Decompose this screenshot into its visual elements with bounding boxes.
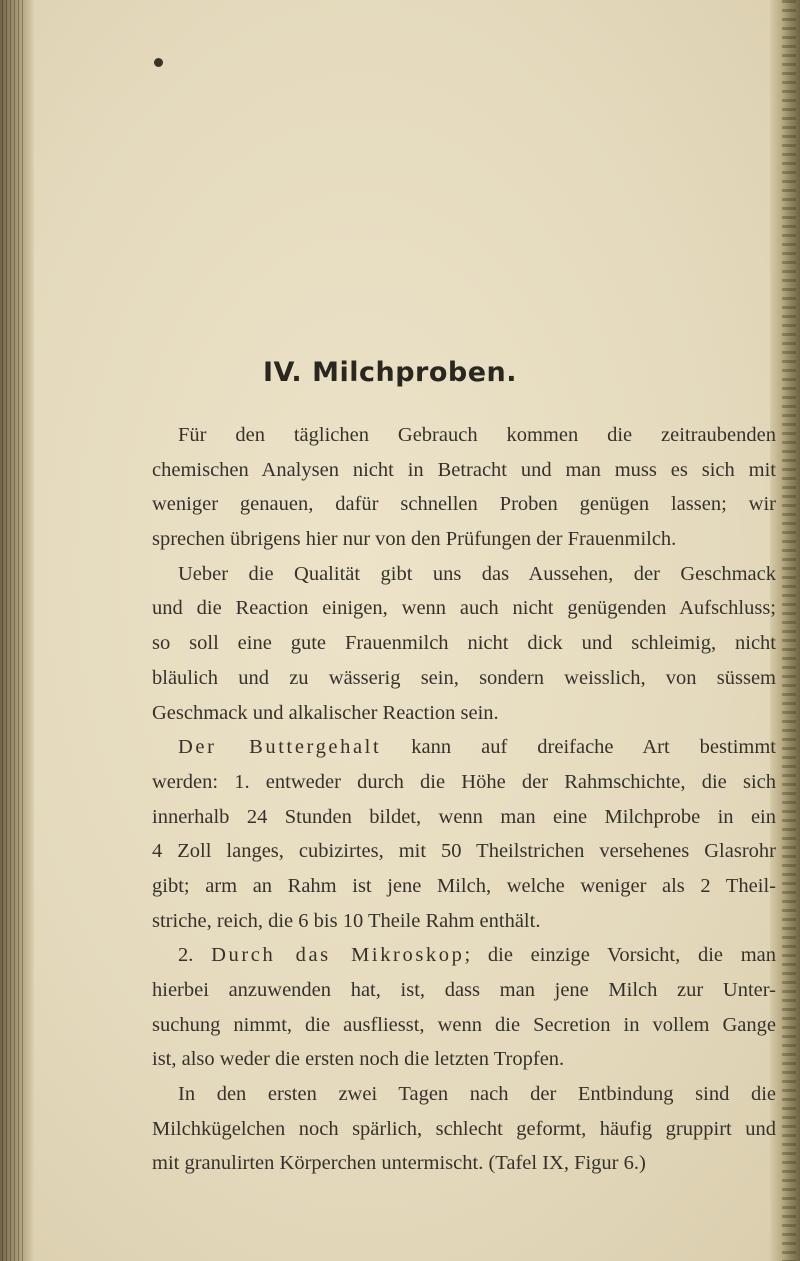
page-edge-texture xyxy=(782,0,796,1261)
text-line: 4 Zoll langes, cubizirtes, mit 50 Theilstrichen versehenes Glasrohr xyxy=(152,840,776,863)
text-line xyxy=(152,730,776,765)
text-line: Geschmack und alkalischer Reaction sein. xyxy=(152,701,499,724)
text-line: hierbei anzuwenden hat, ist, dass man jene Milch zur Unter- xyxy=(152,979,776,1001)
text-line: Für den täglichen Gebrauch kommen die zeitraubenden xyxy=(178,424,776,446)
text-line: Ueber die Qualität gibt uns das Aussehen, der Geschmack xyxy=(178,562,776,585)
text-line: weniger genauen, dafür schnellen Proben genügen lassen; wir xyxy=(152,493,776,516)
spine-texture xyxy=(2,0,24,1261)
text-line: innerhalb 24 Stunden bildet, wenn man eine Milchprobe in ein xyxy=(152,805,776,828)
text-line: bläulich und zu wässerig sein, sondern weisslich, von süssem xyxy=(152,666,776,689)
ink-spot xyxy=(154,58,163,67)
text-run: kann auf dreifache Art bestimmt xyxy=(381,736,776,759)
section-heading: IV. Milchproben. xyxy=(262,357,518,388)
book-spine-shadow xyxy=(0,0,34,1261)
text-line: chemischen Analysen nicht in Betracht und man muss es sich mit xyxy=(152,458,776,481)
text-line: In den ersten zwei Tagen nach der Entbindung sind die xyxy=(178,1083,776,1106)
body-text xyxy=(152,418,776,1181)
text-line: ist, also weder die ersten noch die letzten Tropfen. xyxy=(152,1048,565,1071)
text-line: werden: 1. entweder durch die Höhe der Rahmschichte, die sich xyxy=(152,770,776,793)
text-line: mit granulirten Körperchen untermischt. (Tafel IX, Figur 6.) xyxy=(152,1152,646,1175)
text-line: suchung nimmt, die ausfliesst, wenn die Secretion in vollem Gange xyxy=(152,1013,776,1036)
text-line xyxy=(152,938,776,973)
spaced-term: Der Buttergehalt xyxy=(178,736,382,759)
text-line: Milchkügelchen noch spärlich, schlecht geformt, häufig gruppirt und xyxy=(152,1117,776,1140)
list-number: 2. xyxy=(178,944,212,967)
text-line: so soll eine gute Frauenmilch nicht dick und schleimig, nicht xyxy=(152,632,776,655)
text-line: sprechen übrigens hier nur von den Prüfungen der Frauenmilch. xyxy=(152,528,677,551)
text-run: ; die einzige Vorsicht, die man xyxy=(464,944,777,967)
text-line: striche, reich, die 6 bis 10 Theile Rahm enthält. xyxy=(152,909,541,932)
text-line: gibt; arm an Rahm ist jene Milch, welche weniger als 2 Theil- xyxy=(152,874,776,897)
text-line: und die Reaction einigen, wenn auch nicht genügenden Aufschluss; xyxy=(152,597,776,620)
spaced-term: Durch das Mikroskop xyxy=(211,944,465,967)
